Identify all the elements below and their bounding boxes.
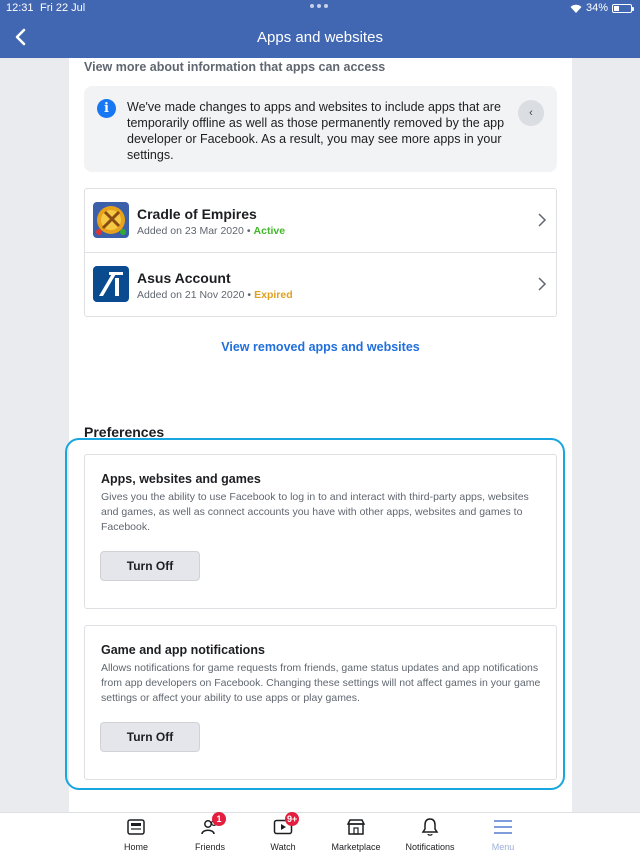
cradle-of-empires-logo-icon [93, 202, 129, 238]
view-more-link[interactable]: View more about information that apps can access [84, 60, 386, 74]
battery-percent: 34% [585, 2, 608, 14]
info-icon: i [97, 99, 116, 118]
app-meta [137, 289, 293, 301]
status-badge-expired: Expired [254, 289, 293, 301]
nav-label: Home [123, 842, 148, 852]
turn-off-button[interactable]: Turn Off [100, 551, 200, 581]
notice-box [84, 86, 557, 172]
notification-badge: 1 [212, 812, 226, 826]
home-icon [126, 817, 146, 837]
status-badge-active: Active [253, 225, 286, 237]
card-title: Game and app notifications [101, 643, 265, 657]
status-date: Fri 22 Jul [40, 2, 86, 14]
wifi-icon [570, 4, 582, 13]
nav-label: Menu [491, 842, 515, 852]
preferences-heading: Preferences [84, 424, 165, 440]
top-bar [0, 0, 640, 58]
app-meta [137, 225, 285, 237]
nav-label: Marketplace [331, 842, 381, 852]
app-row-cradle-of-empires[interactable] [85, 189, 556, 252]
chevron-right-icon[interactable] [536, 275, 548, 293]
nav-watch[interactable] [248, 813, 318, 854]
multitask-dots-icon[interactable] [310, 4, 328, 8]
card-title: Apps, websites and games [101, 472, 261, 486]
notice-text: We've made changes to apps and websites to include apps that are temporarily offline as well as those permanently removed by the app developer or Facebook. As a result, you may see more apps in your settings. [127, 100, 505, 162]
notification-badge: 9+ [287, 814, 298, 824]
preference-card-apps-websites-games [84, 454, 557, 609]
meta-separator: • [247, 289, 252, 301]
app-row-asus-account[interactable] [85, 252, 556, 316]
nav-label: Friends [194, 842, 225, 852]
app-added-date: Added on 23 Mar 2020 [137, 225, 244, 237]
preference-card-game-app-notifications [84, 625, 557, 780]
nav-label: Notifications [405, 842, 455, 852]
app-name: Cradle of Empires [137, 206, 257, 222]
bottom-nav [0, 812, 640, 854]
app-name: Asus Account [137, 270, 231, 286]
view-removed-apps-link[interactable]: View removed apps and websites [221, 340, 420, 354]
asus-account-logo-icon [93, 266, 129, 302]
nav-label: Watch [270, 842, 296, 852]
app-added-date: Added on 21 Nov 2020 [137, 289, 245, 301]
nav-menu[interactable] [468, 813, 538, 854]
nav-marketplace[interactable] [321, 813, 391, 854]
card-description: Allows notifications for game requests from friends, game status updates and app notifications from app developers on Facebook. Changing these settings will not affect games in your game settings or affect your ability to use apps or play games. [101, 662, 541, 704]
nav-notifications[interactable] [395, 813, 465, 854]
status-bar [0, 0, 640, 16]
meta-separator: • [246, 225, 251, 237]
status-time: 12:31 [6, 2, 34, 14]
main-content [69, 58, 572, 812]
page-title: Apps and websites [257, 29, 383, 46]
app-list [84, 188, 557, 317]
bell-icon [420, 817, 440, 837]
card-description: Gives you the ability to use Facebook to log in to and interact with third-party apps, websites and games, as well as connect accounts you have with other apps, websites and games to Facebook. [101, 491, 529, 533]
nav-friends[interactable] [175, 813, 245, 854]
status-right [570, 2, 632, 14]
marketplace-icon [346, 817, 366, 837]
menu-icon [493, 817, 513, 837]
nav-home[interactable] [101, 813, 171, 854]
collapse-notice-button[interactable]: ‹ [518, 100, 544, 126]
battery-icon [612, 4, 632, 13]
chevron-right-icon[interactable] [536, 211, 548, 229]
turn-off-button[interactable]: Turn Off [100, 722, 200, 752]
